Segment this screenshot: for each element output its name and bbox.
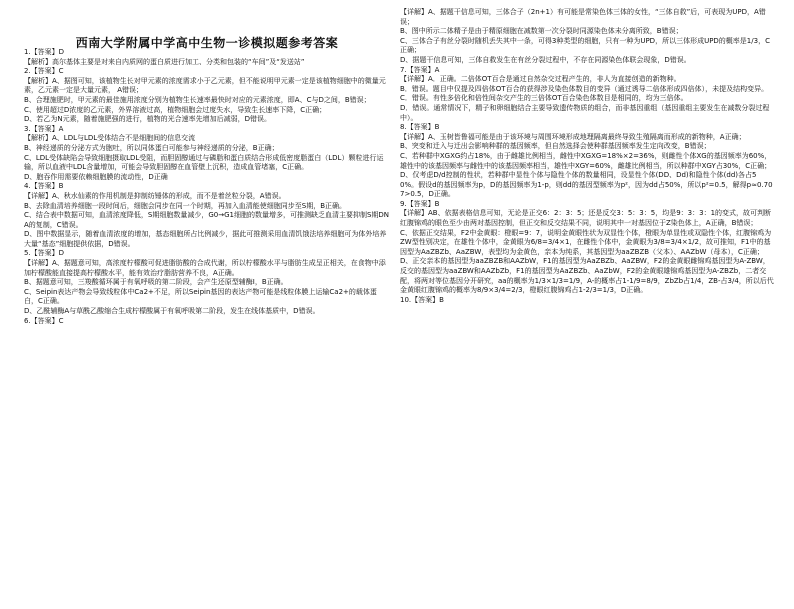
paragraph: D、乙酰辅酶A与草酰乙酸缩合生成柠檬酸属于有氧呼吸第二阶段，发生在线体基质中，D错误。 [24,307,320,316]
paragraph: 【详解】A、玉树皆鲁福可能是由于该环境与周围环境形成地理隔离最终导致生殖隔离而形成的新物种，A正确； [400,132,746,141]
paragraph: 6.【答案】C [24,316,64,325]
paragraph: B、合理施肥时，甲元素的最佳施用浓度分别为植物生长速率最快时对应的元素浓度，即A、C与D之间，B错误； [24,95,371,104]
paragraph: D、正交亲本的基因型为aaZBZB和AAZbW，F1的基因型为AaZBZb、AaZBW，F2的金黄眼雌锦鸡基因型为A-ZBW，反交的基因型为aaZBW和AAZbZb，F1的基因型为AaZBZb、AaZbW，F2的金黄眼雄锦鸡基因型为A-ZBZb，二者交配，将两对等位基因分开研究，aa的概率为1/3×1/3=1/9，A-的概率占1-1/9=8/9，ZbZb占1/4，ZB-占3/4，所以后代金黄眼红腹锦鸡的概率为8/9×3/4=2/3，橙眼红腹锦鸡占1-2/3=1/3，D正确。 [400,257,774,295]
paragraph: D．错误。通常情况下，精子和卵细胞结合主要导致遗传物质的组合，而非基因重组（基因重组主要发生在减数分裂过程中）。 [400,103,770,122]
paragraph: D、胞吞作用需要依赖细胞膜的流动性，D正确 [24,172,168,181]
paragraph: 【详解】AB、依据表格信息可知，无论是正交6：2：3：5；还是反交3：5：3：5，均是9：3：3：1的变式，故可判断红腹锦鸡的眼色至少由两对基因控制，但正交和反交结果不同，说明其中一对基因位于Z染色体上，A正确，B错误； [400,209,772,228]
paragraph: C、Seipin表达产物会导致线粒体中Ca2+不足，所以Seipin基因的表达产物可能是线粒体膜上运输Ca2+的载体蛋白，C正确。 [24,287,377,306]
paragraph: C、依据正交结果，F2中金黄眼：橙眼=9：7，说明金黄眼性状为双显性个体，橙眼为单显性或双隐性个体，红腹锦鸡为ZW型性别决定，在雄性个体中，金黄眼为6/8=3/4×1，在雌性个体中，金黄眼为3/8=3/4×1/2，故可推知，F1中的基因型为AaZBZb、AaZBW，表型均为金黄色，亲本为纯系，其基因型为aaZBZB（父本）、AAZbW（母本），C正确； [400,228,772,256]
paragraph: D、据题干信息可知，三体自救发生在有丝分裂过程中，不存在同源染色体联会现象，D错误。 [400,55,691,64]
paragraph: C、使用超过D浓度的乙元素，外界溶液过高，植物细胞会过度失水，导致生长速率下降，C正确； [24,105,327,114]
paragraph: D、若乙为N元素，随着施肥强的进行，植物的光合速率先增加后减弱，D错误。 [24,115,272,124]
paragraph: 【详解】A．正确。二倍体OT百合是通过自然杂交过程产生的，非人为直接创造的新物种。 [400,75,681,84]
paragraph: 9.【答案】B [400,199,440,208]
paragraph: 【详解】A、秋水仙素的作用机制是抑制纺锤体的形成，而不是着丝粒分裂，A错误。 [24,191,286,200]
paragraph: 10.【答案】B [400,295,444,304]
paragraph: 2.【答案】C [24,67,64,76]
right-column [400,0,774,569]
paragraph: 1.【答案】D [24,48,65,56]
paragraph: B、图中所示二体精子是由于精原细胞在减数第一次分裂时同源染色体未分离所致，B错误； [400,27,683,36]
paragraph: 8.【答案】B [400,123,440,132]
paragraph: B、去除血清培养细胞一段时间后，细胞会同步在同一个时期，再加入血清能使细胞同步至S期，B正确。 [24,201,347,210]
paragraph: C、三体合子有丝分裂时随机丢失其中一条，可得3种类型的细胞，只有一种为UPD，所以三体形成UPD的概率是1/3，C正确； [400,36,770,55]
paragraph: 4.【答案】B [24,182,64,191]
left-column [24,0,390,609]
paragraph: 【解析】A、据图可知，该植物生长对甲元素的浓度需求小于乙元素，但不能说明甲元素一定是该植物细胞中的微量元素，乙元素一定是大量元素， A错误； [24,76,386,95]
document-title: 西南大学附属中学高中生物一诊模拟题参考答案 [75,36,339,50]
paragraph: 【解析】高尔基体主要是对来自内质网的蛋白质进行加工、分类和包装的“车间”及“发送站” [24,57,305,66]
paragraph: 7.【答案】A [400,65,440,74]
paragraph: D、图中数据显示，随着血清浓度的增加，基态细胞所占比例减少，据此可推测采用血清饥饿法培养细胞可为体外培养大量“基态”细胞提供依据，D错误。 [24,230,387,248]
paragraph: C．错误。有性多倍化和倍性间杂交产生的三倍体OT百合染色体数目是相同的，均为三倍体。 [400,94,688,103]
paragraph: 【详解】A、据题干信息可知，三体合子（2n+1）有可能是常染色体三体的女性，“三体自救”后，可表现为UPD，A错误； [400,8,766,26]
paragraph: 3.【答案】A [24,124,64,133]
paragraph: B．错误。题目中仅提及四倍体OT百合的获得涉及染色体数目的变异（通过诱导二倍体形成四倍体），未提及结构变异。 [400,84,769,93]
paragraph: B、突变和迁入与迁出会影响种群的基因频率，但自然选择会使种群基因频率发生定向改变，B错误； [400,142,711,151]
paragraph: B、神经递质的分泌方式为胞吐，所以同体蛋白可能参与神经递质的分泌，B正确； [24,143,279,152]
paragraph: D、仅考虑D/d控制的性状，若种群中显性个体与隐性个体的数量相同，设显性个体(DD、Dd)和隐性个体(dd)各占50%。假设d的基因频率为p，D的基因频率为1-p，则dd的基因型频率为p²，因为dd占50%，所以p²=0.5，解得p≈0.707>0.5，D正确。 [400,171,773,199]
paragraph: 【详解】A、据题意可知，高浓度柠檬酸可促进脂肪酸的合成代谢，所以柠檬酸水平与脂肪生成呈正相关，在食物中添加柠檬酸能直接提高柠檬酸水平，能有效治疗脂肪营养不良，A正确。 [24,259,386,277]
paragraph: B、据题意可知，三羧酸循环属于有氧呼吸的第二阶段，会产生还原型辅酶Ⅰ，B正确。 [24,278,288,287]
paragraph: C、若种群中XGXG约占18%，由于雌雄比例相当，雌性中XGXG=18%×2=36%，则雌性个体XG的基因频率为60%，雄性中的该基因频率与雌性中的该基因频率相当，雄性中XGY=60%，雌雄比例相当，所以种群中XGY占30%，C正确； [400,151,772,170]
paragraph: C、结合表中数据可知，血清浓度降低，S期细胞数量减少，G0→G1细胞的数量增多，可推测缺乏血清主要抑制S期DNA的复制，C错误。 [24,211,390,229]
paragraph: 5.【答案】D [24,249,65,258]
paragraph: 【解析】A、LDL与LDL受体结合不是细胞间的信息交流 [24,134,196,143]
paragraph: C、LDL受体缺陷会导致细胞摄取LDL受阻，而胆固醇通过与磷脂和蛋白质结合形成低密度脂蛋白（LDL）颗粒进行运输，所以血液中LDL含量增加，可能会导致胆固醇在血管壁上沉积，造成血管堵塞，C正确。 [24,153,384,172]
